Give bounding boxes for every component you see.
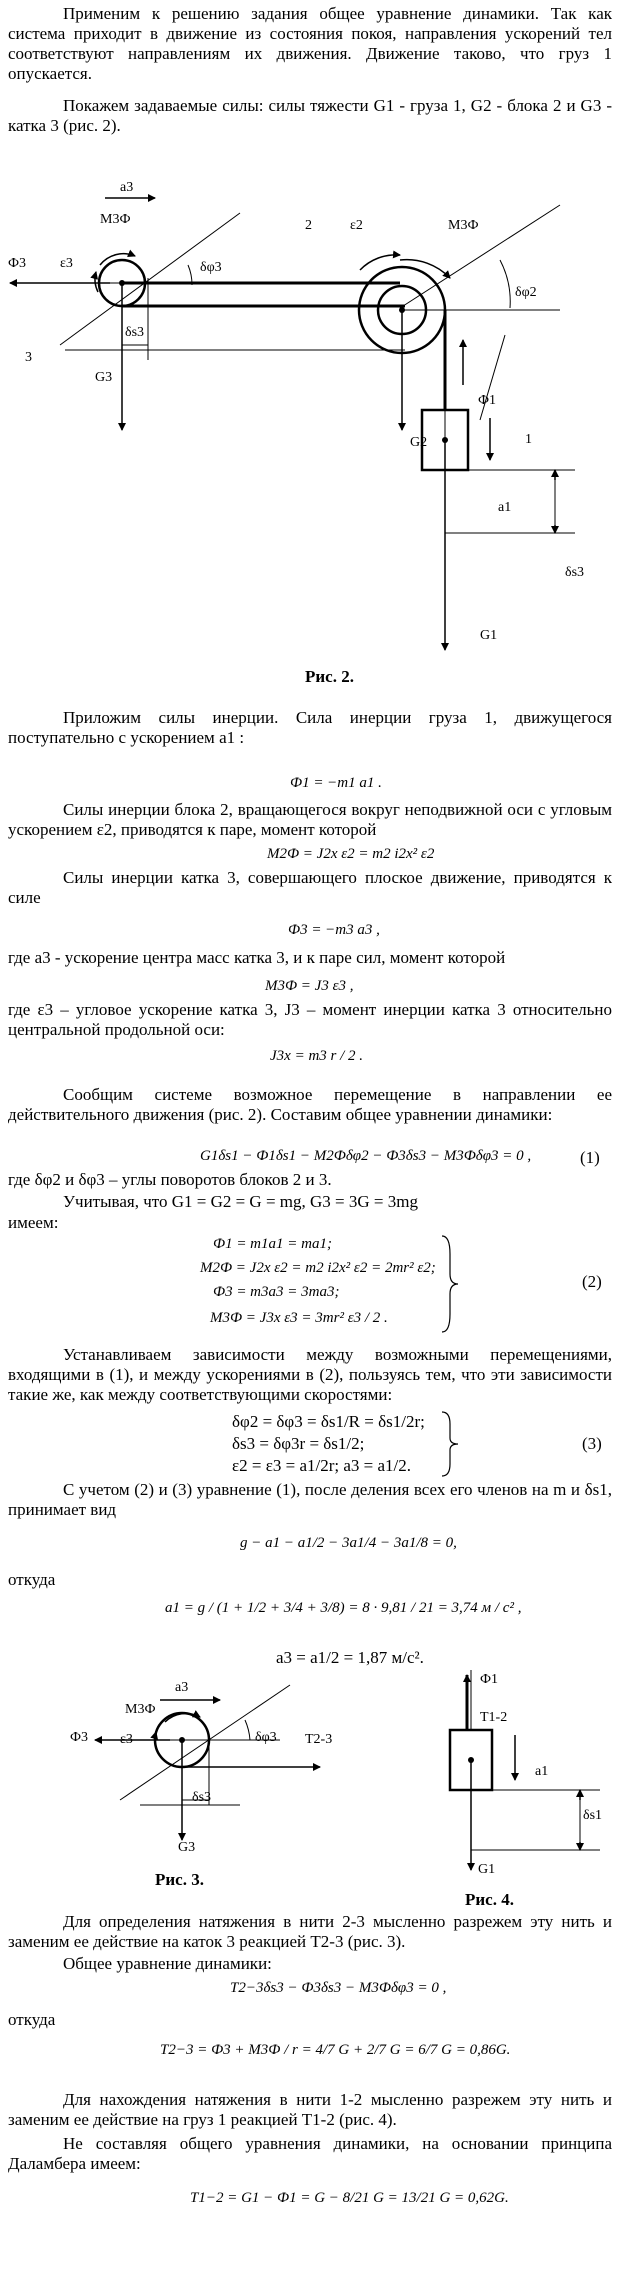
fig2-label-a3: a3	[120, 180, 134, 195]
general-sys2-line-3: Ф3 = m3a3 = 3ma3;	[213, 1284, 340, 1300]
fig4-label-t12: T1-2	[480, 1710, 508, 1725]
inertia-eq-2: M2Ф = J2x ε2 = m2 i2x² ε2	[267, 846, 435, 862]
fig3-label-eps3: ε3	[120, 1732, 133, 1747]
fig2-label-ds3: δs3	[125, 325, 145, 340]
general-paragraph-3: Учитывая, что G1 = G2 = G = mg, G3 = 3G = 3mg	[63, 1192, 418, 1211]
tension-paragraph-2: Общее уравнение динамики:	[63, 1954, 272, 1973]
general-paragraph-6: С учетом (2) и (3) уравнение (1), после деления всех его членов на m и δs1, принимает вид	[8, 1480, 612, 1519]
general-sys3-line-1: δφ2 = δφ3 = δs1/R = δs1/2r;	[232, 1412, 425, 1431]
figure-4	[420, 1670, 610, 1890]
inertia-eq-5: J3x = m3 r / 2 .	[270, 1048, 364, 1064]
general-paragraph-7: откуда	[8, 1570, 56, 1589]
fig2-label-ds3b: δs3	[565, 565, 585, 580]
fig2-label-dphi3: δφ3	[200, 260, 222, 275]
fig2-label-m3: M3Ф	[100, 212, 131, 227]
fig2-label-eps2: ε2	[350, 218, 363, 233]
fig4-label-a1: a1	[535, 1764, 549, 1779]
fig2-label-g2: G2	[410, 435, 428, 450]
inertia-paragraph-1: Приложим силы инерции. Сила инерции груза 1, движущегося поступательно с ускорением a1 :	[8, 708, 612, 747]
general-paragraph-2: где δφ2 и δφ3 – углы поворотов блоков 2 и 3.	[8, 1170, 332, 1189]
inertia-paragraph-4: где a3 - ускорение центра масс катка 3, и к паре сил, момент которой	[8, 948, 506, 967]
tension-paragraph-1: Для определения натяжения в нити 2-3 мысленно разрежем эту нить и заменим ее действие на каток 3 реакцией T2-3 (рис. 3).	[8, 1912, 612, 1951]
fig2-label-phi3: Ф3	[8, 256, 27, 271]
general-sys2-line-2: M2Ф = J2x ε2 = m2 i2x² ε2 = 2mr² ε2;	[200, 1260, 436, 1276]
general-eq-7: a1 = g / (1 + 1/2 + 3/4 + 3/8) = 8 · 9,81 / 21 = 3,74 м / с² ,	[165, 1600, 522, 1616]
fig3-label-m3: M3Ф	[125, 1702, 156, 1717]
fig4-label-phi1: Ф1	[480, 1672, 499, 1687]
general-paragraph-1: Сообщим системе возможное перемещение в направлении ее действительного движения (рис. 2). Составим общее уравнении динамики:	[8, 1085, 612, 1124]
fig2-label-a1: a1	[498, 500, 512, 515]
inertia-paragraph-3: Силы инерции катка 3, совершающего плоское движение, приводятся к силе	[8, 868, 612, 907]
brace-3	[440, 1410, 460, 1478]
fig2-label-1: 1	[525, 432, 532, 447]
inertia-paragraph-5: где ε3 – угловое ускорение катка 3, J3 – момент инерции катка 3 относительно центральной продольной оси:	[8, 1000, 612, 1039]
brace-2	[440, 1234, 460, 1334]
fig2-label-eps3: ε3	[60, 256, 73, 271]
fig3-label-t23: T2-3	[305, 1732, 333, 1747]
inertia-eq-4: M3Ф = J3 ε3 ,	[265, 978, 354, 994]
figure-3	[0, 1680, 333, 1860]
tension-paragraph-3: откуда	[8, 2010, 56, 2029]
general-paragraph-5: Устанавливаем зависимости между возможными перемещениями, входящими в (1), и между ускорениями в (2), пользуясь тем, что эти зависимости такие же, как между соответствующими скоростями:	[8, 1345, 612, 1404]
inertia-eq-1: Ф1 = −m1 a1 .	[290, 775, 382, 791]
tension-paragraph-5: Не составляя общего уравнения динамики, на основании принципа Даламбера имеем:	[8, 2134, 612, 2173]
fig2-caption: Рис. 2.	[305, 667, 354, 686]
fig2-label-2: 2	[305, 218, 312, 233]
fig3-label-ds3: δs3	[192, 1790, 212, 1805]
fig2-label-3: 3	[25, 350, 32, 365]
general-sys3-line-3: ε2 = ε3 = a1/2r; a3 = a1/2.	[232, 1456, 412, 1475]
figure-2	[0, 160, 620, 680]
general-eq-8: a3 = a1/2 = 1,87 м/с².	[276, 1648, 424, 1667]
tension-eq-2: T2−3 = Ф3 + M3Ф / r = 4/7 G + 2/7 G = 6/7 G = 0,86G.	[160, 2042, 511, 2058]
fig4-caption: Рис. 4.	[465, 1890, 514, 1909]
inertia-eq-3: Ф3 = −m3 a3 ,	[288, 922, 380, 938]
fig2-label-m3b: M3Ф	[448, 218, 479, 233]
intro-paragraph-1: Применим к решению задания общее уравнение динамики. Так как система приходит в движение из состояния покоя, направления ускорений тел соответствуют направлениям их движения. Движение таково, что груз 1 опускается.	[8, 4, 612, 83]
fig4-label-g1: G1	[478, 1862, 496, 1877]
general-eq-1: G1δs1 − Ф1δs1 − M2Фδφ2 − Ф3δs3 − M3Фδφ3 = 0 ,	[200, 1148, 532, 1164]
fig3-label-phi3: Ф3	[70, 1730, 89, 1745]
general-eq-3-number: (3)	[582, 1434, 602, 1453]
tension-eq-3: T1−2 = G1 − Ф1 = G − 8/21 G = 13/21 G = 0,62G.	[190, 2190, 509, 2206]
fig3-caption: Рис. 3.	[155, 1870, 204, 1889]
fig2-label-g1: G1	[480, 628, 498, 643]
tension-eq-1: T2−3δs3 − Ф3δs3 − M3Фδφ3 = 0 ,	[230, 1980, 447, 1996]
general-sys2-line-1: Ф1 = m1a1 = ma1;	[213, 1236, 332, 1252]
general-eq-6: g − a1 − a1/2 − 3a1/4 − 3a1/8 = 0,	[240, 1535, 457, 1551]
general-eq-1-number: (1)	[580, 1148, 600, 1167]
fig2-label-phi1: Ф1	[478, 393, 497, 408]
fig4-label-ds1: δs1	[583, 1808, 603, 1823]
fig3-label-a3: a3	[175, 1680, 189, 1695]
fig2-label-g3: G3	[95, 370, 113, 385]
fig3-label-dphi3: δφ3	[255, 1730, 277, 1745]
general-sys2-line-4: M3Ф = J3x ε3 = 3mr² ε3 / 2 .	[210, 1310, 388, 1326]
general-eq-2-number: (2)	[582, 1272, 602, 1291]
intro-paragraph-2: Покажем задаваемые силы: силы тяжести G1 - груза 1, G2 - блока 2 и G3 - катка 3 (рис. 2).	[8, 96, 612, 135]
general-sys3-line-2: δs3 = δφ3r = δs1/2;	[232, 1434, 365, 1453]
general-paragraph-4: имеем:	[8, 1213, 59, 1232]
fig3-label-g3: G3	[178, 1840, 196, 1855]
tension-paragraph-4: Для нахождения натяжения в нити 1-2 мысленно разрежем эту нить и заменим ее действие на груз 1 реакцией T1-2 (рис. 4).	[8, 2090, 612, 2129]
inertia-paragraph-2: Силы инерции блока 2, вращающегося вокруг неподвижной оси с угловым ускорением ε2, приводятся к паре, момент которой	[8, 800, 612, 839]
fig2-label-dphi2: δφ2	[515, 285, 537, 300]
